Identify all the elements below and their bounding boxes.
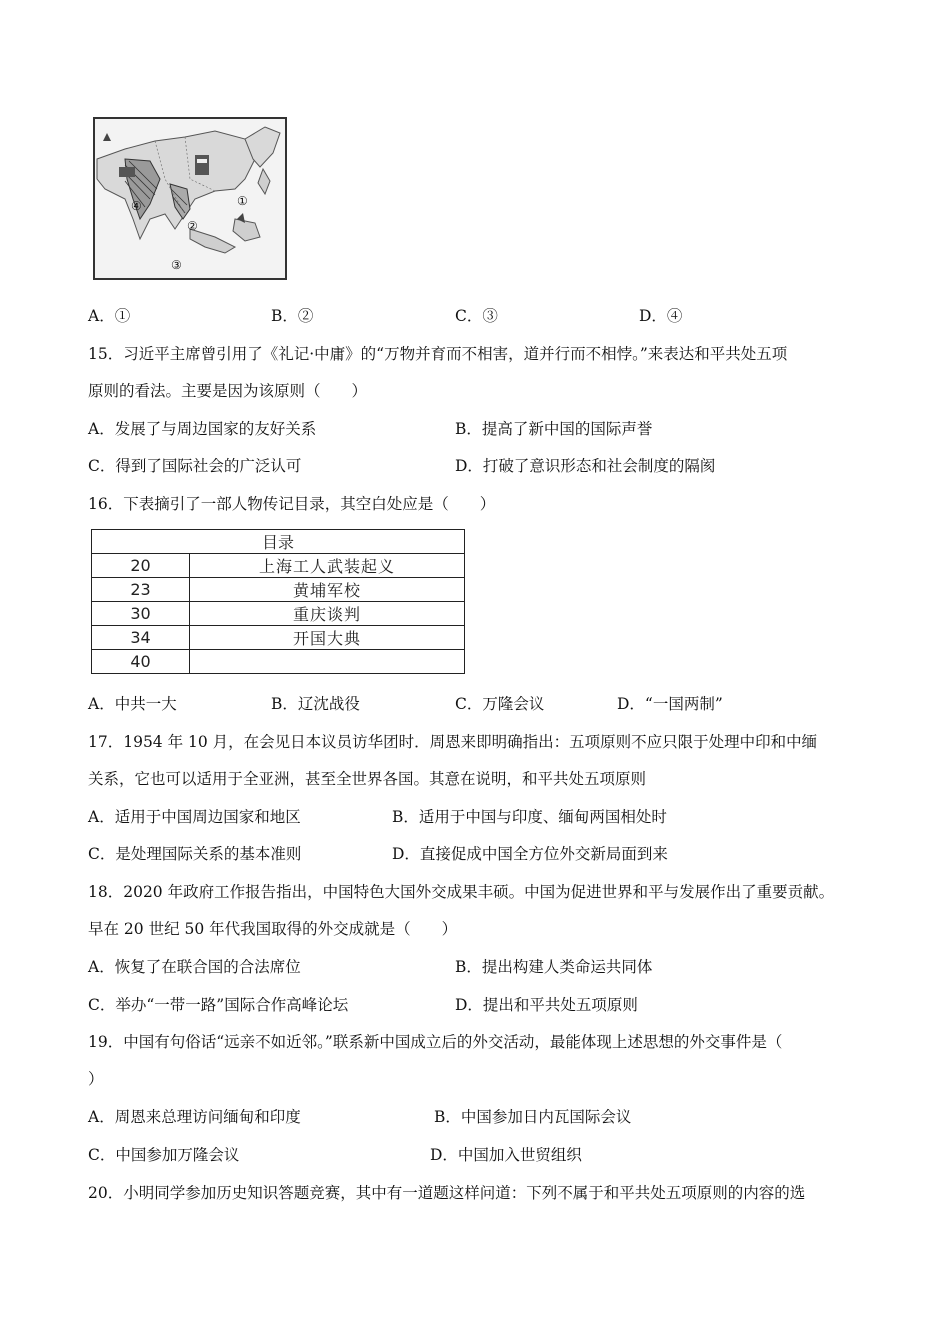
map-marker-3: ③ [171,258,182,272]
q14-option-a: A．① [88,307,131,325]
toc-event: 黄埔军校 [190,578,465,602]
q18-option-a: A．恢复了在联合国的合法席位 [88,958,301,976]
q14-option-c: C．③ [455,307,498,325]
map-marker-1: ① [237,194,248,208]
q19-option-d: D．中国加入世贸组织 [430,1146,582,1164]
q14-option-b: B．② [271,307,314,325]
q17-option-d: D．直接促成中国全方位外交新局面到来 [392,845,668,863]
q15-stem-line-2: 原则的看法。主要是因为该原则（ ） [88,382,368,400]
toc-event-blank [190,650,465,674]
q19-stem-line-2: ） [88,1070,104,1088]
q15-option-c: C．得到了国际社会的广泛认可 [88,457,302,475]
toc-header: 目录 [92,530,465,554]
toc-page: 40 [92,650,190,674]
table-row [92,626,465,650]
map-marker-4: ④ [131,199,142,213]
map-drawing [95,119,285,278]
q17-stem-line-2: 关系，它也可以适用于全亚洲，甚至全世界各国。其意在说明，和平共处五项原则 [88,770,647,788]
q15-option-a: A．发展了与周边国家的友好关系 [88,420,317,438]
table-row [92,650,465,674]
q16-stem: 16．下表摘引了一部人物传记目录，其空白处应是（ ） [88,495,496,513]
toc-page: 23 [92,578,190,602]
toc-event: 上海工人武装起义 [190,554,465,578]
q16-option-b: B．辽沈战役 [271,695,360,713]
q17-option-b: B．适用于中国与印度、缅甸两国相处时 [392,808,667,826]
q18-stem-line-2: 早在 20 世纪 50 年代我国取得的外交成就是（ ） [88,920,458,938]
q19-option-a: A．周恩来总理访问缅甸和印度 [88,1108,301,1126]
q15-option-d: D．打破了意识形态和社会制度的隔阂 [455,457,716,475]
toc-event: 重庆谈判 [190,602,465,626]
q19-stem-line-1: 19．中国有句俗话“远亲不如近邻。”联系新中国成立后的外交活动，最能体现上述思想的外交事件是（ [88,1033,783,1051]
q18-option-b: B．提出构建人类命运共同体 [455,958,653,976]
q17-stem-line-1: 17．1954 年 10 月，在会见日本议员访华团时．周恩来即明确指出：五项原则不应只限于处理中印和中缅 [88,733,818,751]
q14-option-d: D．④ [639,307,683,325]
asia-map-figure [93,117,287,280]
toc-page: 30 [92,602,190,626]
q18-option-d: D．提出和平共处五项原则 [455,996,638,1014]
toc-page: 34 [92,626,190,650]
q16-option-d: D．“一国两制” [617,695,723,713]
q19-option-c: C．中国参加万隆会议 [88,1146,240,1164]
q17-option-c: C．是处理国际关系的基本准则 [88,845,302,863]
toc-event: 开国大典 [190,626,465,650]
table-row [92,578,465,602]
q16-option-a: A．中共一大 [88,695,177,713]
q18-stem-line-1: 18．2020 年政府工作报告指出，中国特色大国外交成果丰硕。中国为促进世界和平与发展作出了重要贡献。 [88,883,835,901]
biography-toc-table [91,529,465,674]
q15-option-b: B．提高了新中国的国际声誉 [455,420,653,438]
q17-option-a: A．适用于中国周边国家和地区 [88,808,301,826]
q19-option-b: B．中国参加日内瓦国际会议 [434,1108,632,1126]
q15-stem-line-1: 15．习近平主席曾引用了《礼记·中庸》的“万物并育而不相害，道并行而不相悖。”来表达和平共处五项 [88,345,788,363]
q16-option-c: C．万隆会议 [455,695,545,713]
table-row [92,602,465,626]
toc-page: 20 [92,554,190,578]
table-row [92,554,465,578]
map-marker-2: ② [187,219,198,233]
q18-option-c: C．举办“一带一路”国际合作高峰论坛 [88,996,349,1014]
q20-stem-line-1: 20．小明同学参加历史知识答题竞赛，其中有一道题这样问道：下列不属于和平共处五项原则的内容的选 [88,1184,806,1202]
